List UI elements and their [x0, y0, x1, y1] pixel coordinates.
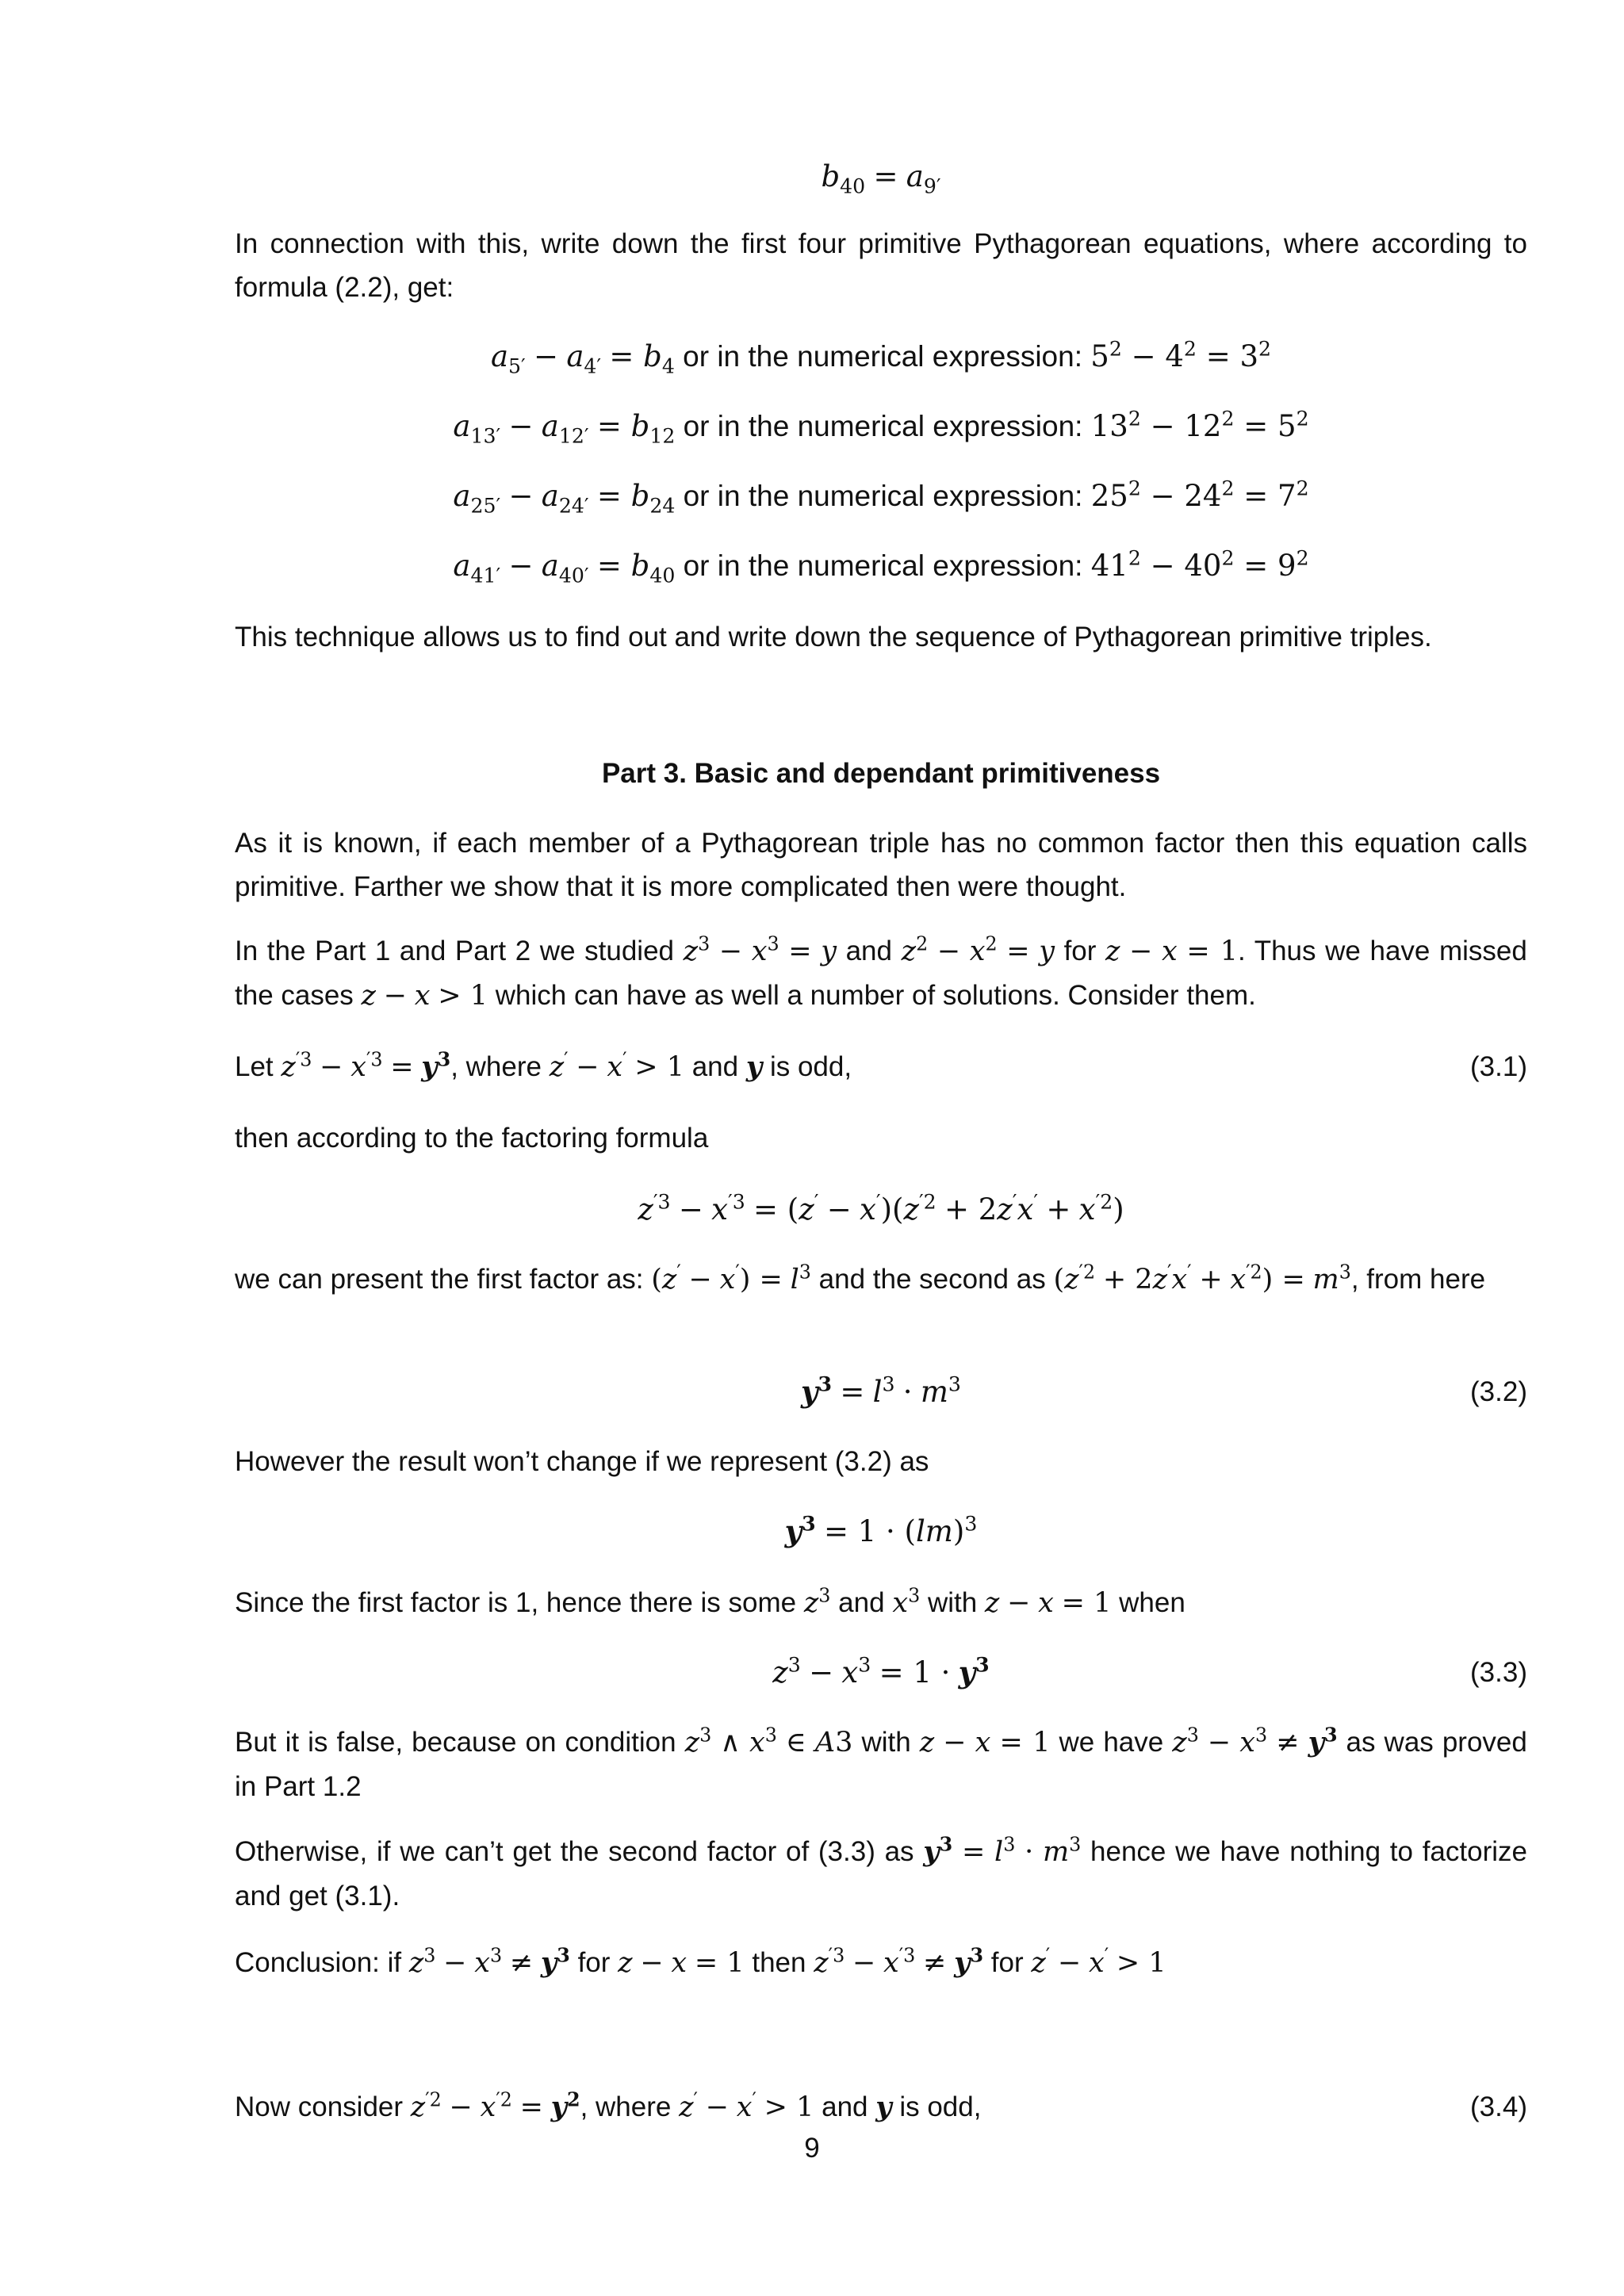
section-heading: Part 3. Basic and dependant primitiveness [601, 758, 1161, 789]
equation-factoring: $z^{'3} - x^{'3} = (z' - x')(z^{'2} + 2z'x' + x^{'2})$ [638, 1190, 1124, 1226]
equation-number-3-2: (3.2) [1470, 1376, 1527, 1407]
paragraph-connection: In connection with this, write down the first four primitive Pythagorean equations, where according to formula (2.2), get: [235, 228, 1527, 303]
pythagorean-equation-3: $a_{25'} - a_{24'} = b_{24}$ or in the numerical expression: $25^2 - 24^2 = 7^2$ [453, 476, 1309, 518]
paragraph-let: Let $z^{'3} - x^{'3} = y^3$, where z′ − x′ > 1 and y is odd, (3.1) [235, 1045, 1527, 1089]
equation-number-3-3: (3.3) [1470, 1657, 1527, 1688]
paragraph-false: But it is false, because on condition $z^3$ ∧ $x^3$ ∈ A3 with z − x = 1 we have $z^3 - x^3 \ne y^3$ as was proved in Part 1.2 [235, 1724, 1527, 1802]
numerical-text: or in the numerical expression: [683, 340, 1082, 373]
equation-number-3-1: (3.1) [1470, 1051, 1527, 1082]
paragraph-since: Since the first factor is 1, hence there is some $z^3$ and $x^3$ with z − x = 1 when [235, 1584, 1185, 1619]
pythagorean-equation-2: $a_{13'} - a_{12'} = b_{12}$ or in the numerical expression: $13^2 - 12^2 = 5^2$ [453, 407, 1309, 448]
equation-b40: $b_{40} = a_{9'}$ [821, 159, 941, 198]
numerical-text: or in the numerical expression: [683, 410, 1083, 442]
pythagorean-equation-1: $a_{5'} - a_{4'} = b_4$ or in the numerical expression: $5^2 - 4^2 = 3^2$ [490, 337, 1272, 378]
paragraph-however: However the result won’t change if we represent (3.2) as [235, 1446, 929, 1477]
paragraph-known: As it is known, if each member of a Pythagorean triple has no common factor then this equation calls primitive. Farther we show that it is more complicated then were thought. [235, 828, 1527, 902]
equation-y3-lm: $y^3 = 1 \cdot (lm)^3$ [784, 1511, 978, 1548]
equation-number-3-4: (3.4) [1470, 2091, 1527, 2122]
equation-3-3: $z^3 - x^3 = 1 \cdot y^3$ (3.3) [235, 1651, 1527, 1694]
paragraph-then: then according to the factoring formula [235, 1123, 709, 1154]
paragraph-now: Now consider $z^{'2} - x^{'2} = y^2$, where z′ − x′ > 1 and y is odd, (3.4) [235, 2085, 1527, 2130]
paragraph-present: we can present the first factor as: $(z' - x') = l^3$ and the second as $(z^{'2} + 2z'x' + x^{'2}) = m^3$, from here [235, 1261, 1486, 1295]
paragraph-conclusion: Conclusion: if $z^3 - x^3 \ne y^3$ for z − x = 1 then $z^{'3} - x^{'3} \ne y^3$ for z′ − x′ > 1 [235, 1944, 1166, 1979]
numerical-text: or in the numerical expression: [683, 480, 1083, 512]
paragraph-technique: This technique allows us to find out and write down the sequence of Pythagorean primitive triples. [235, 622, 1432, 652]
numerical-text: or in the numerical expression: [683, 549, 1083, 582]
page-number: 9 [804, 2133, 820, 2164]
paragraph-otherwise: Otherwise, if we can’t get the second factor of (3.3) as $y^3 = l^3 \cdot m^3$ hence we have nothing to factorize and get (3.1). [235, 1833, 1527, 1911]
equation-3-2: $y^3 = l^3 \cdot m^3$ (3.2) [235, 1370, 1527, 1414]
pythagorean-equation-4: $a_{41'} - a_{40'} = b_{40}$ or in the numerical expression: $41^2 - 40^2 = 9^2$ [453, 546, 1309, 587]
paragraph-part12: In the Part 1 and Part 2 we studied $z^3 - x^3 = y$ and $z^2 - x^2 = y$ for z − x = 1. Thus we have missed the cases z − x > 1 which can have as well a number of solutions. Consider them. [235, 932, 1527, 1012]
